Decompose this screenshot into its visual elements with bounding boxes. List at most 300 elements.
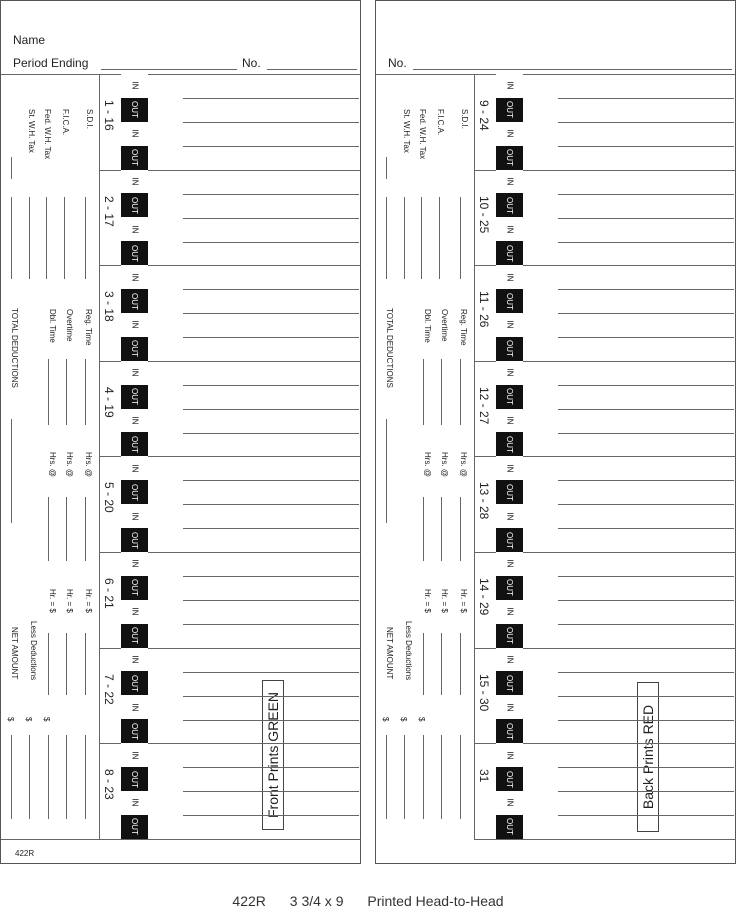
st-wh-tax-line[interactable]	[29, 197, 30, 279]
reg-rate-line[interactable]	[85, 497, 86, 561]
overtime-label: Overtime	[440, 309, 449, 342]
time-entry-line[interactable]	[558, 242, 734, 243]
time-entry-line[interactable]	[558, 98, 734, 99]
ot-hours-line[interactable]	[66, 359, 67, 425]
punch-in-slot[interactable]	[496, 743, 523, 767]
punch-in-slot[interactable]	[496, 648, 523, 672]
time-entry-line[interactable]	[558, 504, 734, 505]
punch-in-slot[interactable]	[121, 552, 148, 576]
time-entry-line[interactable]	[558, 815, 734, 816]
punch-out-slot[interactable]	[496, 289, 523, 313]
punch-out-slot[interactable]	[121, 719, 148, 743]
punch-in-slot[interactable]	[496, 122, 523, 146]
period-ending-line[interactable]	[101, 69, 237, 70]
punch-in-label: IN	[505, 273, 514, 282]
time-entry-line[interactable]	[183, 385, 359, 386]
punch-strip	[121, 265, 148, 361]
dbl-hr-eq-label: Hr. = $	[48, 589, 57, 613]
time-entry-line[interactable]	[183, 98, 359, 99]
reg-amount-line[interactable]	[460, 633, 461, 695]
punch-in-label: IN	[130, 798, 139, 807]
punch-strip	[121, 743, 148, 839]
punch-strip	[121, 170, 148, 266]
punch-in-slot[interactable]	[121, 600, 148, 624]
punch-out-slot[interactable]	[496, 815, 523, 839]
dbl-time-label: Dbl. Time	[423, 309, 432, 343]
card-number-line[interactable]	[413, 69, 732, 70]
time-entry-line[interactable]	[558, 791, 734, 792]
punch-out-label: OUT	[504, 292, 514, 310]
time-entry-line[interactable]	[183, 767, 359, 768]
punch-strip	[496, 456, 523, 552]
time-entry-line[interactable]	[558, 433, 734, 434]
time-entry-line[interactable]	[183, 409, 359, 410]
reg-time-label: Reg. Time	[84, 309, 93, 346]
day-label: 12 - 27	[477, 386, 491, 425]
day-block	[474, 265, 736, 361]
punch-out-slot[interactable]	[121, 241, 148, 265]
punch-in-slot[interactable]	[496, 791, 523, 815]
deduction-line-a[interactable]	[11, 157, 12, 179]
day-block	[99, 552, 361, 648]
time-entry-line[interactable]	[183, 815, 359, 816]
total-deductions-line[interactable]	[386, 419, 387, 523]
time-entry-line[interactable]	[183, 720, 359, 721]
punch-out-slot[interactable]	[496, 624, 523, 648]
punch-out-label: OUT	[129, 627, 139, 645]
net-amount-label: NET AMOUNT	[10, 627, 19, 680]
total-line-2[interactable]	[66, 735, 67, 819]
fica-line[interactable]	[64, 197, 65, 279]
punch-strip	[496, 743, 523, 839]
punch-out-slot[interactable]	[121, 337, 148, 361]
punch-strip	[496, 361, 523, 457]
caption-size: 3 3/4 x 9	[289, 893, 344, 909]
time-entry-line[interactable]	[558, 218, 734, 219]
punch-in-label: IN	[130, 751, 139, 760]
dbl-hrs-at-label: Hrs. @	[423, 452, 432, 478]
punch-strip	[496, 265, 523, 361]
punch-in-label: IN	[130, 703, 139, 712]
punch-in-slot[interactable]	[496, 409, 523, 433]
punch-strip	[121, 552, 148, 648]
fica-label: F.I.C.A.	[436, 109, 445, 136]
dbl-hr-eq-label: Hr. = $	[423, 589, 432, 613]
punch-out-label: OUT	[129, 292, 139, 310]
punch-out-slot[interactable]	[121, 671, 148, 695]
punch-out-slot[interactable]	[121, 480, 148, 504]
day-block	[474, 170, 736, 266]
punch-in-slot[interactable]	[121, 695, 148, 719]
reg-amount-line[interactable]	[85, 633, 86, 695]
day-label: 15 - 30	[477, 673, 491, 711]
punch-strip	[121, 361, 148, 457]
time-entry-line[interactable]	[558, 337, 734, 338]
punch-in-slot[interactable]	[121, 265, 148, 289]
reg-hrs-at-label: Hrs. @	[84, 452, 93, 478]
time-entry-line[interactable]	[183, 672, 359, 673]
punch-in-slot[interactable]	[496, 695, 523, 719]
punch-out-slot[interactable]	[496, 146, 523, 170]
punch-out-label: OUT	[504, 149, 514, 167]
punch-in-slot[interactable]	[121, 122, 148, 146]
punch-out-slot[interactable]	[121, 624, 148, 648]
time-entry-line[interactable]	[183, 696, 359, 697]
day-separator	[474, 839, 736, 840]
total-line-3[interactable]	[423, 735, 424, 819]
reg-hrs-at-label: Hrs. @	[459, 452, 468, 478]
st-wh-tax-label: St. W.H. Tax	[402, 109, 411, 153]
ot-amount-line[interactable]	[66, 633, 67, 695]
punch-out-slot[interactable]	[121, 385, 148, 409]
punch-in-slot[interactable]	[496, 600, 523, 624]
punch-out-slot[interactable]	[496, 576, 523, 600]
fed-wh-tax-line[interactable]	[421, 197, 422, 279]
day-block	[99, 265, 361, 361]
time-entry-line[interactable]	[558, 122, 734, 123]
day-label: 8 - 23	[102, 769, 116, 800]
punch-out-slot[interactable]	[496, 432, 523, 456]
st-wh-tax-line[interactable]	[404, 197, 405, 279]
name-label: Name	[13, 33, 46, 47]
punch-out-slot[interactable]	[496, 385, 523, 409]
dbl-hrs-at-label: Hrs. @	[48, 452, 57, 478]
punch-in-slot[interactable]	[121, 791, 148, 815]
punch-out-label: OUT	[129, 818, 139, 836]
total-deductions-line[interactable]	[11, 419, 12, 523]
day-label: 31	[477, 769, 491, 783]
punch-out-label: OUT	[504, 674, 514, 692]
sdi-line[interactable]	[460, 197, 461, 279]
punch-in-label: IN	[130, 81, 139, 90]
punch-in-slot[interactable]	[121, 313, 148, 337]
punch-in-slot[interactable]	[496, 74, 523, 98]
punch-out-label: OUT	[504, 579, 514, 597]
total-line-2[interactable]	[441, 735, 442, 819]
punch-in-label: IN	[505, 177, 514, 186]
day-label: 11 - 26	[477, 291, 491, 328]
dollar-sign-1: $	[42, 717, 51, 722]
fica-line[interactable]	[439, 197, 440, 279]
time-entry-line[interactable]	[183, 242, 359, 243]
time-entry-line[interactable]	[558, 767, 734, 768]
time-entry-line[interactable]	[558, 600, 734, 601]
total-line-5[interactable]	[386, 735, 387, 819]
reg-time-label: Reg. Time	[459, 309, 468, 346]
day-block	[474, 743, 736, 839]
reg-hours-line[interactable]	[460, 359, 461, 425]
sdi-label: S.D.I.	[460, 109, 469, 130]
punch-in-label: IN	[130, 607, 139, 616]
card-number-label: No.	[388, 56, 407, 70]
time-entry-line[interactable]	[183, 791, 359, 792]
day-label: 14 - 29	[477, 578, 491, 616]
ot-hrs-at-label: Hrs. @	[440, 452, 449, 478]
dbl-amount-line[interactable]	[48, 633, 49, 695]
punch-out-slot[interactable]	[121, 289, 148, 313]
punch-strip	[496, 648, 523, 744]
day-label: 1 - 16	[102, 100, 116, 131]
deduction-line-a[interactable]	[386, 157, 387, 179]
time-entry-line[interactable]	[558, 313, 734, 314]
time-entry-line[interactable]	[558, 696, 734, 697]
punch-out-label: OUT	[129, 101, 139, 119]
punch-in-slot[interactable]	[496, 361, 523, 385]
punch-in-label: IN	[130, 655, 139, 664]
punch-out-label: OUT	[504, 101, 514, 119]
day-label: 10 - 25	[477, 195, 491, 233]
total-line-4[interactable]	[29, 735, 30, 819]
time-entry-line[interactable]	[558, 146, 734, 147]
punch-in-label: IN	[505, 129, 514, 138]
punch-in-slot[interactable]	[496, 313, 523, 337]
time-entry-line[interactable]	[183, 600, 359, 601]
dollar-sign-2: $	[24, 717, 33, 722]
punch-out-label: OUT	[504, 483, 514, 501]
punch-out-slot[interactable]	[121, 815, 148, 839]
punch-in-label: IN	[130, 320, 139, 329]
punch-strip	[496, 170, 523, 266]
punch-in-label: IN	[130, 273, 139, 282]
punch-out-label: OUT	[504, 770, 514, 788]
ot-hr-eq-label: Hr. = $	[65, 589, 74, 613]
time-entry-line[interactable]	[183, 194, 359, 195]
total-line-4[interactable]	[404, 735, 405, 819]
total-deductions-label: TOTAL DEDUCTIONS	[10, 308, 19, 388]
time-entry-line[interactable]	[558, 672, 734, 673]
less-deductions-label: Less Deductions	[404, 621, 413, 681]
time-entry-line[interactable]	[183, 433, 359, 434]
dollar-sign-2: $	[399, 717, 408, 722]
punch-out-slot[interactable]	[121, 146, 148, 170]
time-entry-line[interactable]	[558, 528, 734, 529]
total-line-1[interactable]	[85, 735, 86, 819]
ot-hrs-at-label: Hrs. @	[65, 452, 74, 478]
punch-out-slot[interactable]	[496, 98, 523, 122]
reg-hours-line[interactable]	[85, 359, 86, 425]
dbl-hours-line[interactable]	[423, 359, 424, 425]
punch-in-slot[interactable]	[121, 74, 148, 98]
day-block	[474, 456, 736, 552]
dollar-sign-1: $	[417, 717, 426, 722]
punch-out-label: OUT	[129, 435, 139, 453]
punch-in-slot[interactable]	[496, 456, 523, 480]
punch-out-label: OUT	[129, 149, 139, 167]
punch-out-slot[interactable]	[496, 241, 523, 265]
punch-out-slot[interactable]	[496, 671, 523, 695]
time-entry-line[interactable]	[558, 289, 734, 290]
dbl-amount-line[interactable]	[423, 633, 424, 695]
punch-in-slot[interactable]	[121, 409, 148, 433]
punch-in-slot[interactable]	[121, 361, 148, 385]
day-block	[99, 74, 361, 170]
punch-out-slot[interactable]	[496, 719, 523, 743]
time-entry-line[interactable]	[183, 289, 359, 290]
total-line-1[interactable]	[460, 735, 461, 819]
punch-in-label: IN	[505, 703, 514, 712]
punch-strip	[496, 74, 523, 170]
time-entry-line[interactable]	[183, 313, 359, 314]
punch-in-slot[interactable]	[121, 648, 148, 672]
time-entry-line[interactable]	[558, 720, 734, 721]
punch-in-slot[interactable]	[496, 552, 523, 576]
period-ending-label: Period Ending	[13, 56, 89, 70]
punch-in-label: IN	[130, 225, 139, 234]
punch-out-label: OUT	[129, 770, 139, 788]
punch-in-label: IN	[130, 129, 139, 138]
caption-code: 422R	[232, 893, 266, 909]
less-deductions-label: Less Deductions	[29, 621, 38, 681]
day-label: 6 - 21	[102, 578, 116, 609]
punch-out-label: OUT	[504, 627, 514, 645]
punch-strip	[121, 74, 148, 170]
punch-out-label: OUT	[504, 435, 514, 453]
time-entry-line[interactable]	[183, 480, 359, 481]
punch-in-label: IN	[130, 177, 139, 186]
punch-out-slot[interactable]	[496, 480, 523, 504]
time-entry-line[interactable]	[558, 576, 734, 577]
punch-out-label: OUT	[129, 483, 139, 501]
punch-out-slot[interactable]	[496, 337, 523, 361]
fed-wh-tax-line[interactable]	[46, 197, 47, 279]
punch-in-slot[interactable]	[121, 743, 148, 767]
punch-in-label: IN	[505, 559, 514, 568]
time-entry-line[interactable]	[183, 576, 359, 577]
sdi-line[interactable]	[85, 197, 86, 279]
day-block	[474, 74, 736, 170]
deduction-line-b[interactable]	[386, 197, 387, 279]
punch-out-label: OUT	[504, 722, 514, 740]
punch-out-label: OUT	[129, 674, 139, 692]
day-block	[99, 456, 361, 552]
day-label: 9 - 24	[477, 100, 491, 131]
punch-in-label: IN	[505, 512, 514, 521]
punch-in-label: IN	[130, 368, 139, 377]
reg-hr-eq-label: Hr. = $	[459, 589, 468, 613]
day-label: 4 - 19	[102, 386, 116, 418]
time-entry-line[interactable]	[558, 385, 734, 386]
punch-out-label: OUT	[504, 244, 514, 262]
total-line-5[interactable]	[11, 735, 12, 819]
dollar-sign-3: $	[6, 717, 15, 722]
time-entry-line[interactable]	[558, 624, 734, 625]
sdi-label: S.D.I.	[85, 109, 94, 130]
time-entry-line[interactable]	[183, 146, 359, 147]
punch-strip	[121, 456, 148, 552]
dbl-hours-line[interactable]	[48, 359, 49, 425]
punch-in-slot[interactable]	[121, 504, 148, 528]
punch-out-label: OUT	[129, 531, 139, 549]
punch-out-slot[interactable]	[496, 528, 523, 552]
caption-note: Printed Head-to-Head	[367, 893, 504, 909]
timecard-front	[0, 0, 361, 864]
ot-rate-line[interactable]	[441, 497, 442, 561]
punch-out-slot[interactable]	[496, 193, 523, 217]
day-block	[474, 552, 736, 648]
punch-in-slot[interactable]	[496, 265, 523, 289]
reg-rate-line[interactable]	[460, 497, 461, 561]
punch-in-label: IN	[130, 512, 139, 521]
dbl-time-label: Dbl. Time	[48, 309, 57, 343]
punch-in-slot[interactable]	[496, 217, 523, 241]
stamp-text: Front Prints GREEN	[265, 691, 281, 819]
punch-out-slot[interactable]	[496, 767, 523, 791]
day-label: 2 - 17	[102, 195, 116, 227]
time-entry-line[interactable]	[183, 528, 359, 529]
punch-in-label: IN	[505, 225, 514, 234]
card-number-line[interactable]	[267, 69, 357, 70]
day-separator	[99, 839, 361, 840]
day-label: 3 - 18	[102, 291, 116, 322]
dbl-rate-line[interactable]	[48, 497, 49, 561]
timecard-back	[375, 0, 736, 864]
time-entry-line[interactable]	[558, 194, 734, 195]
punch-out-slot[interactable]	[121, 98, 148, 122]
time-entry-line[interactable]	[558, 409, 734, 410]
day-block	[99, 361, 361, 457]
time-entry-line[interactable]	[558, 480, 734, 481]
total-deductions-label: TOTAL DEDUCTIONS	[385, 308, 394, 388]
punch-in-slot[interactable]	[121, 170, 148, 194]
fica-label: F.I.C.A.	[61, 109, 70, 136]
punch-out-label: OUT	[129, 722, 139, 740]
time-entry-line[interactable]	[183, 504, 359, 505]
punch-in-slot[interactable]	[496, 504, 523, 528]
punch-out-slot[interactable]	[121, 528, 148, 552]
ot-amount-line[interactable]	[441, 633, 442, 695]
punch-in-label: IN	[130, 559, 139, 568]
punch-out-label: OUT	[504, 818, 514, 836]
time-entry-line[interactable]	[183, 122, 359, 123]
dbl-rate-line[interactable]	[423, 497, 424, 561]
fed-wh-tax-label: Fed. W.H. Tax	[43, 109, 52, 160]
punch-in-label: IN	[505, 81, 514, 90]
day-block	[99, 743, 361, 839]
punch-out-slot[interactable]	[121, 432, 148, 456]
day-block	[99, 170, 361, 266]
punch-in-label: IN	[505, 798, 514, 807]
deduction-line-b[interactable]	[11, 197, 12, 279]
time-entry-line[interactable]	[183, 337, 359, 338]
time-entry-line[interactable]	[183, 624, 359, 625]
punch-out-slot[interactable]	[121, 193, 148, 217]
punch-out-label: OUT	[504, 388, 514, 406]
punch-out-label: OUT	[129, 244, 139, 262]
punch-out-label: OUT	[129, 196, 139, 214]
caption	[0, 893, 736, 909]
punch-in-label: IN	[505, 607, 514, 616]
punch-in-slot[interactable]	[496, 170, 523, 194]
punch-out-label: OUT	[129, 340, 139, 358]
punch-out-label: OUT	[129, 388, 139, 406]
ot-hours-line[interactable]	[441, 359, 442, 425]
punch-out-label: OUT	[129, 579, 139, 597]
ot-rate-line[interactable]	[66, 497, 67, 561]
form-code: 422R	[15, 849, 35, 858]
punch-out-slot[interactable]	[121, 576, 148, 600]
punch-in-slot[interactable]	[121, 456, 148, 480]
ot-hr-eq-label: Hr. = $	[440, 589, 449, 613]
punch-in-label: IN	[130, 464, 139, 473]
punch-out-label: OUT	[504, 531, 514, 549]
stamp-text: Back Prints RED	[640, 704, 656, 810]
total-line-3[interactable]	[48, 735, 49, 819]
time-entry-line[interactable]	[183, 218, 359, 219]
punch-in-label: IN	[505, 464, 514, 473]
punch-in-label: IN	[505, 655, 514, 664]
punch-in-slot[interactable]	[121, 217, 148, 241]
punch-out-slot[interactable]	[121, 767, 148, 791]
